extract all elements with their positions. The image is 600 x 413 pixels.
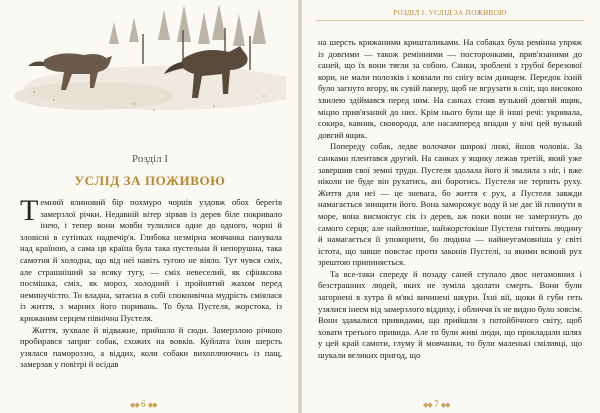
paragraph: Попереду собак, ледве волочачи широкі лижі, йшов чоловік. За санками плентався другий. На санках у ящику лежав третій, який уже завершив свої земні труди. Пустеля здолала його й звалила з ніг, і вже ніколи не буде він рухатись, ані боротись. Пустеля не терпить руху. Життя для неї — це зневага, бо життя є рух, а Пустеля завжди намагається знищити його. Вона заморожує воду й не дає їй плинути в море, вона висмоктує сік із дерев, аж поки вони не замерзнуть до самого серця; але найлютіше, найжорстокіше Пустеля гнітить людину й намагається її упокорити, бо людина — найнеугамовніша у світі істота, що завше повстає проти законів Пустелі, за якими всякий рух зрештою припиняється. [318,141,582,268]
header-rule [316,20,584,21]
paragraph: на шерсть крижаними кришталиками. На собаках була ремінна упряж із довгими — також ремінними — посторонками, прив'язаними до саней, що їх вони тягли за собою. Санки, зроблені з грубої березової кори, не мали полозків і ковзали по снігу всім днищем. Передок їхній було загнуто вгору, як сувій паперу, щоб не вгрузати в сніг, що високою хвилею здіймався перед ним. На санках стояв вузький довгий ящик, міцно прив'язаний до них. Крім нього були ще й інші речі: укривала, сокира, кавник, сковорода, але насамперед впадав у вічі цей вузький довгий ящик. [318,37,582,140]
chapter-title: УСЛІД ЗА ПОЖИВОЮ [74,173,226,188]
paragraph: Та все-таки спереду й позаду саней ступало двоє негамовних і безстрашних людей, яких не зуміла здолати смерть. Вони були загорнені в хутра й м'які вичинені шкури. Їхні вії, щоки й губи геть узялися інеєм від замерзлого віддиху, і обличчя їх не видно було зовсім. Вони здавалися привидами, що прийшли з потойбічного світу, щоб ховати третього привида. Але то були живі люди, що прокладали шлях у цей край самоти, глуму й мовчанки, то були маленькі сміливці, що шукали великих пригод, що [318,268,582,361]
ornament-icon: ◆◆ [423,401,432,409]
right-page [300,0,600,413]
running-head: РОЗДІЛ I. УСЛІД ЗА ПОЖИВОЮ [393,9,507,17]
paragraph: Життя, зухвале й відважне, прийшло й сюди. Замерзлою річкою пробирався запряг собак, схожих на вовків. Куйлата їхня шерсть узялася памороззю, а віддих, коли собаки вихоплюючись із пащ, замерзав у повітрі й осідав [20,324,282,370]
drop-cap: Т [20,197,39,227]
right-body-text [318,37,582,394]
paragraph-text: емний ялиновий бір похмуро чорнів уздовж обох берегів замерзлої річки. Недавній вітер зірвав із дерев біле покривало інею, і тепер вони мовби тулилися одне до одного, чорні й зловісні в сутінках надвечір'я. Глибока незмірна мовчанка панувала над країною, а сама ця країна була така пустельна й непорушна, така самотня й холодна, що від неї навіть тугою не віяло. Тут чувся сміх, але страшніший за всяку тугу, — сміх невеселий, як сфінксова посмішка, сміх, як мороз, холодний і пройнятий жахом перед неминучістю. То владна, затаєна в собі споконвічна мудрість сміялася із життя, з марних його поривань. То була Пустеля, жорстока, із крижаним серцем північна Пустеля. [20,197,282,323]
page-number-right [423,399,450,409]
paragraph [20,197,282,325]
ornament-icon: ◆◆ [440,401,450,409]
page-number-left [130,399,157,409]
ornament-icon: ◆◆ [130,401,139,409]
left-body-text [20,197,282,391]
wolves-illustration [14,0,286,120]
page-number-text: 6 [141,399,146,409]
chapter-label: Розділ I [131,153,169,165]
page-number-text: 7 [434,399,439,409]
ornament-icon: ◆◆ [147,401,157,409]
